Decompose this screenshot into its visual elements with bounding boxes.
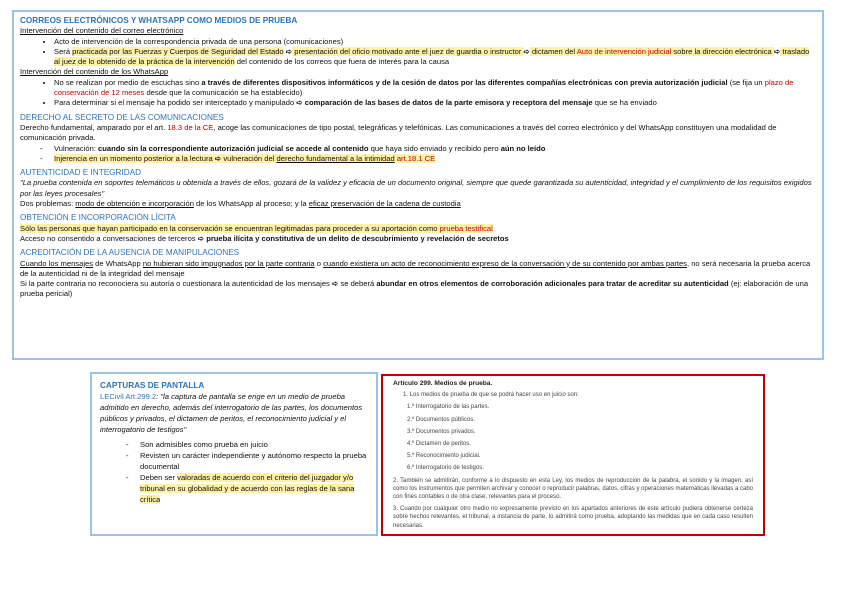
acreditacion-line-1: Cuando los mensajes de WhatsApp no hubieran sido impugnados por la parte contraria o cuando existiera un acto de reconocimiento expreso de la conversación y de su contenido por ambas partes, no será necesaria la prueba acerca de la autenticidad ni de la integridad del mensaje — [20, 258, 811, 278]
subheading-email-intervention: Intervención del contenido del correo electrónico — [20, 26, 184, 36]
article-item: 6.º Interrogatorio de testigos. — [407, 465, 484, 472]
article-item: 4.º Dictamen de peritos. — [407, 441, 471, 448]
arrow-icon: ➪ — [523, 46, 530, 56]
obtencion-line-1: Sólo las personas que hayan participado en la conservación se encuentran legitimadas para proceder a su aportación como prueba testifical — [20, 223, 493, 233]
captures-panel — [90, 372, 378, 536]
list-item: • Acto de intervención de la correspondencia privada de una persona (comunicaciones) — [54, 37, 816, 47]
email-bullets — [20, 37, 816, 68]
secreto-dashes — [20, 144, 816, 165]
section-title-obtencion: OBTENCIÓN E INCORPORACIÓN LÍCITA — [20, 213, 176, 223]
list-item: - Deben ser valoradas de acuerdo con el criterio del juzgador y/o tribunal en su globalidad y de acuerdo con las reglas de la sana crítica — [140, 472, 368, 505]
list-item: - Son admisibles como prueba en juicio — [140, 439, 368, 450]
captures-dashes — [100, 439, 368, 505]
article-item: 5.º Reconocimiento judicial. — [407, 453, 481, 460]
section-title-secreto: DERECHO AL SECRETO DE LAS COMUNICACIONES — [20, 112, 224, 122]
article-heading: Artículo 299. Medios de prueba. — [393, 380, 493, 387]
article-paragraph-2: 2. También se admitirán, conforme a lo dispuesto en esta Ley, los medios de reproducción de la palabra, el sonido y la imagen, así como los instrumentos que permiten archivar y conocer o reproducir palabras, datos, cifras y operaciones matemáticas llevadas a cabo con fines contables o de otra clase, relevantes para el proceso. — [393, 477, 753, 501]
arrow-icon: ➪ — [285, 46, 293, 56]
list-item: - Revisten un carácter independiente y autónomo respecto la prueba documental — [140, 450, 368, 472]
article-item: 1.º Interrogatorio de las partes. — [407, 404, 490, 411]
autenticidad-quote: "La prueba contenida en soportes telemáticos u obtenida a través de ellos, gozará de la validez y eficacia de un documento original, siempre que quede garantizada su autenticidad, integridad y el cumplimiento de los requisitos exigidos por las leyes procesales" — [20, 178, 812, 198]
article-item: 3.º Documentos privados. — [407, 428, 476, 435]
section-title-correos: CORREOS ELECTRÓNICOS Y WHATSAPP COMO MEDIOS DE PRUEBA — [20, 16, 298, 25]
captures-title: CAPTURAS DE PANTALLA — [100, 381, 205, 390]
article-paragraph-3: 3. Cuando por cualquier otro medio no expresamente previsto en los apartados anteriores de este artículo pudiera obtenerse certeza sobre hechos relevantes, el tribunal, a instancia de parte, lo admitirá como prueba, adoptando las medidas que en cada caso resulten necesarias. — [393, 506, 753, 529]
section-title-acreditacion: ACREDITACIÓN DE LA AUSENCIA DE MANIPULACIONES — [20, 248, 240, 258]
arrow-icon: ➪ — [197, 233, 205, 243]
obtencion-line-2: Acceso no consentido a conversaciones de terceros ➪ prueba ilícita y constitutiva de un delito de descubrimiento y revelación de secretos — [20, 233, 509, 243]
secreto-paragraph: Derecho fundamental, amparado por el art. 18.3 de la CE, acoge las comunicaciones de tipo postal, telegráficas y telefónicas. Las comunicaciones a través del correo electrónico y del WhatsApp constituyen una modalidad de comunicación privada. — [20, 122, 777, 143]
captures-quote: LECivil Art.299.2: "la captura de pantalla se erige en un medio de prueba admitido en derecho, además del interrogatorio de las partes, los documentos públicos y privados, el dictamen de peritos, el reconocimiento judicial y el interrogatorio de testigos" — [100, 392, 363, 434]
autenticidad-problems: Dos problemas: modo de obtención e incorporación de los WhatsApp al proceso; y la eficaz preservación de la cadena de custodia — [20, 199, 461, 209]
list-item: • Será practicada por las Fuerzas y Cuerpos de Seguridad del Estado ➪ presentación del oficio motivado ante el juez de guardia o instructor ➪ dictamen del Auto de intervención judicial sobre la dirección electrónica ➪ traslado al juez de lo obtenido de la práctica de la intervención del contenido de los correos que fuera de interés para la causa — [54, 47, 816, 68]
subheading-whatsapp-intervention: Intervención del contenido de los WhatsApp — [20, 67, 169, 77]
section-title-autenticidad: AUTENTICIDAD E INTEGRIDAD — [20, 168, 142, 178]
arrow-icon: ➪ — [214, 153, 222, 163]
list-item: - Vulneración: cuando sin la correspondiente autorización judicial se accede al contenido que haya sido enviado y recibido pero aún no leído — [54, 144, 816, 154]
list-item: • No se realizan por medio de escuchas sino a través de diferentes dispositivos informáticos y de la cesión de datos por las diferentes compañías electrónicas con previa autorización judicial (se fija un plazo de conservación de 12 meses desde que la comunicación se ha establecido) — [54, 78, 816, 99]
article-299-panel — [381, 374, 765, 536]
list-item: - Injerencia en un momento posterior a la lectura ➪ vulneración del derecho fundamental a la intimidad art.18.1 CE — [54, 154, 816, 164]
main-notes-panel — [12, 10, 824, 360]
whatsapp-bullets — [20, 78, 816, 109]
arrow-icon: ➪ — [773, 46, 781, 56]
arrow-icon: ➪ — [296, 98, 303, 108]
acreditacion-line-2: Si la parte contraria no reconociera su autoría o cuestionara la autenticidad de los mensajes ➪ se deberá abundar en otros elementos de corroboración adicionales para tratar de acreditar su autenticidad (ej: elaboración de una prueba pericial) — [20, 279, 809, 299]
arrow-icon: ➪ — [331, 279, 339, 289]
list-item: • Para determinar si el mensaje ha podido ser interceptado y manipulado ➪ comparación de las bases de datos de la parte emisora y receptora del mensaje que se ha enviado — [54, 98, 816, 108]
article-paragraph-1: 1. Los medios de prueba de que se podrá hacer uso en juicio son: — [403, 392, 579, 399]
article-item: 2.º Documentos públicos. — [407, 416, 475, 423]
